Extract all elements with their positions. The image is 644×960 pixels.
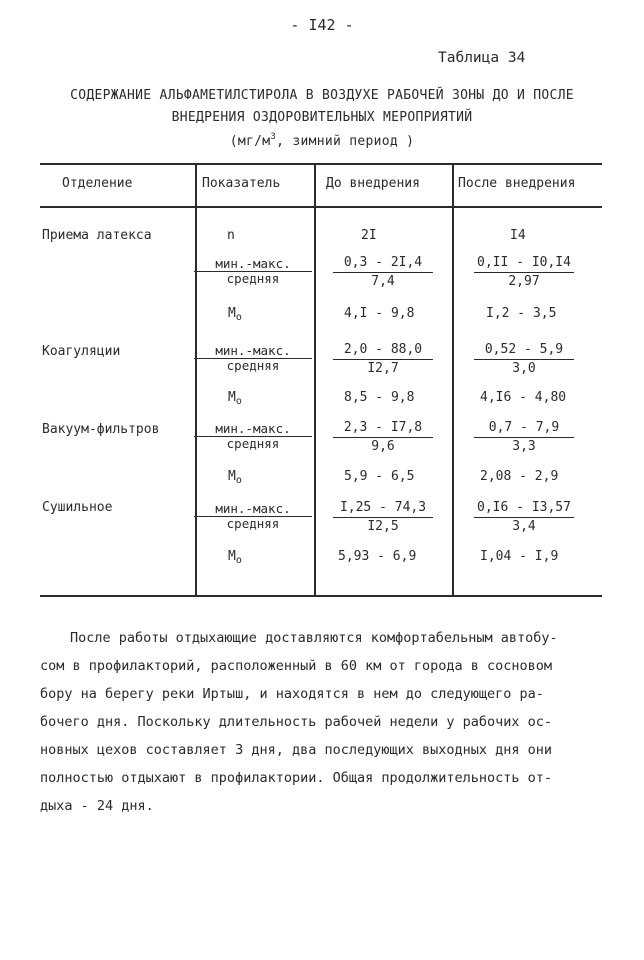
average-after: 2,97 <box>508 274 540 289</box>
range-label: мин.-макс. <box>194 344 312 359</box>
indicator-mo: $М_о$ <box>228 390 242 407</box>
average-label: средняя <box>226 358 280 373</box>
average-after: 3,4 <box>512 519 536 534</box>
range-before: 2,3 - I7,8 <box>333 420 433 438</box>
range-label: мин.-макс. <box>194 257 312 272</box>
range-after: 0,I6 - I3,57 <box>474 500 574 518</box>
range-average-before <box>333 500 433 536</box>
page-number: - I42 - <box>290 16 354 34</box>
units-suffix: , зимний период ) <box>276 134 415 149</box>
mo-before: 8,5 - 9,8 <box>344 390 415 405</box>
mo-before: 5,9 - 6,5 <box>344 469 415 484</box>
paragraph-line: дыха - 24 дня. <box>40 798 154 814</box>
range-average-before <box>333 255 433 291</box>
header-before: До внедрения <box>326 176 420 191</box>
paragraph-line: бочего дня. Поскольку длительность рабочей недели у рабочих ос- <box>40 714 553 730</box>
range-average-before <box>333 420 433 456</box>
n-after: I4 <box>510 228 526 243</box>
range-average-after <box>474 342 574 378</box>
indicator-mo: $М_о$ <box>228 549 242 566</box>
mo-before: 4,I - 9,8 <box>344 306 415 321</box>
average-before: I2,5 <box>367 519 399 534</box>
indicator-mo: $М_о$ <box>228 469 242 486</box>
paragraph-line: сом в профилакторий, расположенный в 60 км от города в сосновом <box>40 658 553 674</box>
column-divider-3 <box>452 163 454 595</box>
range-average-before <box>333 342 433 378</box>
indicator-n: n <box>227 228 235 243</box>
range-after: 0,II - I0,I4 <box>474 255 574 273</box>
range-before: 0,3 - 2I,4 <box>333 255 433 273</box>
table-title-line-1: СОДЕРЖАНИЕ АЛЬФАМЕТИЛСТИРОЛА В ВОЗДУХЕ РАБОЧЕЙ ЗОНЫ ДО И ПОСЛЕ <box>70 88 574 103</box>
range-average-after <box>474 420 574 456</box>
range-label: мин.-макс. <box>194 422 312 437</box>
mo-before: 5,93 - 6,9 <box>338 549 417 564</box>
average-before: 9,6 <box>371 439 395 454</box>
range-average-after <box>474 255 574 291</box>
column-divider-2 <box>314 163 316 595</box>
header-after: После внедрения <box>458 176 576 191</box>
average-label: средняя <box>226 516 280 531</box>
table-title-line-2: ВНЕДРЕНИЯ ОЗДОРОВИТЕЛЬНЫХ МЕРОПРИЯТИЙ <box>171 110 473 125</box>
average-label: средняя <box>226 436 280 451</box>
mo-after: 4,I6 - 4,80 <box>480 390 567 405</box>
indicator-range-average <box>194 502 312 531</box>
department-name: Вакуум-фильтров <box>42 422 160 437</box>
range-after: 0,52 - 5,9 <box>474 342 574 360</box>
mo-after: I,2 - 3,5 <box>486 306 557 321</box>
indicator-range-average <box>194 344 312 373</box>
range-after: 0,7 - 7,9 <box>474 420 574 438</box>
n-before: 2I <box>361 228 377 243</box>
average-before: I2,7 <box>367 361 399 376</box>
average-label: средняя <box>226 271 280 286</box>
range-before: I,25 - 74,3 <box>333 500 433 518</box>
indicator-range-average <box>194 422 312 451</box>
department-name: Приема латекса <box>42 228 152 243</box>
header-department: Отделение <box>62 176 133 191</box>
average-after: 3,3 <box>512 439 536 454</box>
table-top-rule <box>40 163 602 165</box>
paragraph-line: новных цехов составляет 3 дня, два последующих выходных дня они <box>40 742 553 758</box>
table-title-line-3 <box>0 132 644 149</box>
range-average-after <box>474 500 574 536</box>
indicator-mo: $М_о$ <box>228 306 242 323</box>
table-header-rule <box>40 206 602 208</box>
average-after: 3,0 <box>512 361 536 376</box>
average-before: 7,4 <box>371 274 395 289</box>
header-indicator: Показатель <box>202 176 281 191</box>
units-superscript: 3 <box>270 132 277 142</box>
units-prefix: (мг/м <box>229 134 271 149</box>
table-bottom-rule <box>40 595 602 597</box>
indicator-range-average <box>194 257 312 286</box>
paragraph-line: После работы отдыхающие доставляются комфортабельным автобу- <box>70 630 558 646</box>
range-label: мин.-макс. <box>194 502 312 517</box>
paragraph-line: бору на берегу реки Иртыш, и находятся в нем до следующего ра- <box>40 686 544 702</box>
mo-after: 2,08 - 2,9 <box>480 469 559 484</box>
department-name: Коагуляции <box>42 344 121 359</box>
department-name: Сушильное <box>42 500 113 515</box>
paragraph-line: полностью отдыхают в профилактории. Общая продолжительность от- <box>40 770 553 786</box>
mo-after: I,04 - I,9 <box>480 549 559 564</box>
table-label: Таблица 34 <box>438 50 526 66</box>
range-before: 2,0 - 88,0 <box>333 342 433 360</box>
